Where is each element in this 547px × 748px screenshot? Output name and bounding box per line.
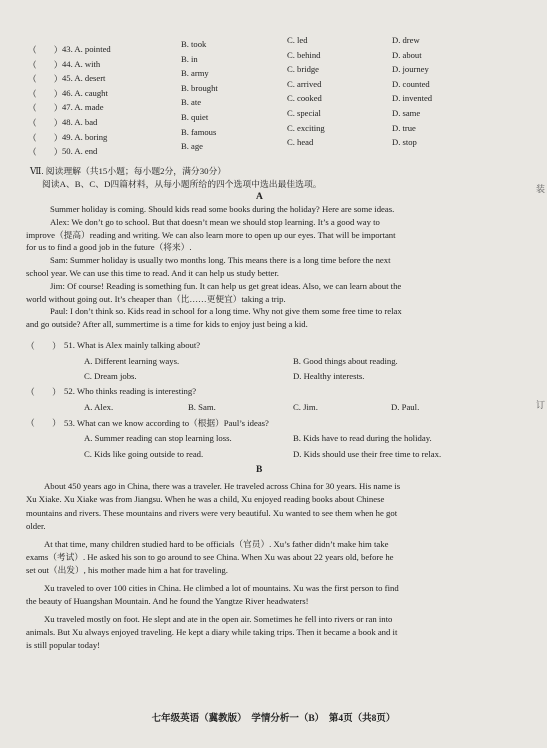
section-instruction: 阅读A、B、C、D四篇材料，从每小题所给的四个选项中选出最佳选项。 — [42, 179, 322, 189]
passage-b-line: At that time, many children studied hard to be officials（官员）. Xu’s father didn’t make him take — [44, 538, 389, 549]
passage-a-line: Jim: Of course! Reading is something fun. It can help us get great ideas. Also, we can learn about the — [50, 280, 402, 291]
cloze-number: 43. A. pointed — [62, 44, 111, 54]
passage-b-line: is still popular today! — [26, 640, 101, 651]
passage-a-heading: A — [256, 192, 263, 202]
binding-mark-top: 装 — [535, 184, 545, 194]
q52-stem: 52. Who thinks reading is interesting? — [64, 386, 197, 396]
q52-option-c[interactable]: C. Jim. — [293, 402, 318, 412]
binding-mark-bottom: 订 — [535, 400, 545, 410]
cloze-number: 48. A. bad — [62, 117, 98, 127]
q51-option-b[interactable]: B. Good things about reading. — [293, 356, 398, 366]
passage-a — [26, 203, 521, 331]
passage-b-line: exams（考试）. He asked his son to go around to see China. When Xu was about 22 years old, before he — [26, 552, 394, 563]
cloze-option-d[interactable]: D. drew — [392, 35, 420, 45]
cloze-option-b[interactable]: B. famous — [181, 127, 217, 137]
q53-stem: 53. What can we know according to（根据）Paul’s ideas? — [64, 418, 269, 428]
cloze-bracket[interactable]: （ ） — [28, 45, 63, 55]
cloze-number: 47. A. made — [62, 102, 104, 112]
cloze-option-c[interactable]: C. cooked — [287, 93, 322, 103]
q52-option-d[interactable]: D. Paul. — [391, 402, 420, 412]
passage-a-line: world without going out. It’s cheaper than（比……更便宜）taking a trip. — [26, 293, 286, 304]
passage-a-line: Sam: Summer holiday is usually two months long. This means there is a long time before the next — [50, 255, 391, 266]
cloze-bracket[interactable]: （ ） — [28, 74, 63, 84]
cloze-option-c[interactable]: C. led — [287, 35, 308, 45]
cloze-option-b[interactable]: B. age — [181, 141, 203, 151]
cloze-option-b[interactable]: B. took — [181, 39, 207, 49]
cloze-number: 46. A. caught — [62, 88, 108, 98]
cloze-option-d[interactable]: D. true — [392, 123, 416, 133]
cloze-bracket[interactable]: （ ） — [28, 89, 63, 99]
q53-option-a[interactable]: A. Summer reading can stop learning loss. — [84, 433, 232, 443]
passage-b — [26, 480, 521, 653]
q53-option-d[interactable]: D. Kids should use their free time to relax. — [293, 449, 442, 459]
passage-a-line: school year. We can use this time to read. And it can help us study better. — [26, 267, 279, 278]
cloze-bracket[interactable]: （ ） — [28, 103, 63, 113]
cloze-option-c[interactable]: C. behind — [287, 50, 321, 60]
q52-option-a[interactable]: A. Alex. — [84, 402, 114, 412]
q53-option-c[interactable]: C. Kids like going outside to read. — [84, 449, 204, 459]
cloze-option-b[interactable]: B. brought — [181, 83, 218, 93]
passage-b-line: Xu Xiake. Xu Xiake was from Jiangsu. When he was a child, Xu enjoyed reading books about Chinese — [26, 494, 385, 505]
passage-b-line: mountains and rivers. These mountains and rivers were very beautiful. Xu wanted to see them when he got — [26, 507, 398, 518]
q53-bracket[interactable]: （ ） — [26, 418, 61, 428]
cloze-option-d[interactable]: D. about — [392, 50, 422, 60]
q51-option-d[interactable]: D. Healthy interests. — [293, 371, 365, 381]
cloze-option-b[interactable]: B. in — [181, 54, 198, 64]
cloze-number: 44. A. with — [62, 59, 101, 69]
cloze-bracket[interactable]: （ ） — [28, 133, 63, 143]
passage-b-line: About 450 years ago in China, there was a traveler. He traveled across China for 30 years. His name is — [44, 481, 401, 491]
cloze-bracket[interactable]: （ ） — [28, 118, 63, 128]
cloze-option-b[interactable]: B. quiet — [181, 112, 209, 122]
cloze-option-d[interactable]: D. same — [392, 108, 421, 118]
passage-b-heading: B — [256, 465, 263, 475]
cloze-number: 45. A. desert — [62, 73, 106, 83]
cloze-option-c[interactable]: C. bridge — [287, 64, 319, 74]
passage-b-line: Xu traveled mostly on foot. He slept and ate in the open air. Sometimes he fell into rivers or ran into — [44, 613, 393, 624]
cloze-bracket[interactable]: （ ） — [28, 147, 63, 157]
cloze-option-d[interactable]: D. stop — [392, 137, 417, 147]
section-title: Ⅶ. 阅读理解（共15小题；每小题2分，满分30分） — [30, 166, 227, 176]
cloze-option-d[interactable]: D. invented — [392, 93, 433, 103]
q51-bracket[interactable]: （ ） — [26, 341, 61, 351]
page-footer: 七年级英语（冀教版） 学情分析一（B） 第4页（共8页） — [151, 714, 396, 724]
cloze-option-c[interactable]: C. exciting — [287, 123, 325, 133]
cloze-option-b[interactable]: B. army — [181, 68, 209, 78]
q51-option-c[interactable]: C. Dream jobs. — [84, 371, 137, 381]
q51-option-a[interactable]: A. Different learning ways. — [84, 356, 180, 366]
cloze-number: 50. A. end — [62, 146, 98, 156]
cloze-bracket[interactable]: （ ） — [28, 60, 63, 70]
passage-b-line: older. — [26, 521, 46, 532]
passage-b-line: animals. But Xu always enjoyed traveling. He kept a diary while taking trips. Then it became a book and it — [26, 627, 398, 638]
passage-a-line: for us to find a good job in the future（将来）. — [26, 242, 192, 253]
q51-stem: 51. What is Alex mainly talking about? — [64, 340, 201, 350]
cloze-option-c[interactable]: C. special — [287, 108, 321, 118]
cloze-option-c[interactable]: C. arrived — [287, 79, 322, 89]
passage-a-line: Summer holiday is coming. Should kids read some books during the holiday? Here are some ideas. — [50, 204, 395, 214]
q52-option-b[interactable]: B. Sam. — [188, 402, 216, 412]
passage-a-line: improve（提高）reading and writing. We can also learn more to open up our eyes. That will be important — [26, 229, 396, 240]
cloze-number: 49. A. boring — [62, 132, 108, 142]
q53-option-b[interactable]: B. Kids have to read during the holiday. — [293, 433, 432, 443]
passage-b-line: Xu traveled to over 100 cities in China. He climbed a lot of mountains. Xu was the first person to find — [44, 582, 399, 593]
passage-a-line: Paul: I don’t think so. Kids read in school for a long time. Why not give them some free time to relax — [50, 306, 402, 317]
cloze-option-d[interactable]: D. journey — [392, 64, 429, 74]
passage-b-line: set out（出发）, his mother made him a hat for traveling. — [26, 565, 228, 576]
cloze-option-b[interactable]: B. ate — [181, 97, 202, 107]
cloze-option-c[interactable]: C. head — [287, 137, 314, 147]
passage-a-line: Alex: We don’t go to school. But that doesn’t mean we should stop learning. It’s a good way to — [50, 216, 380, 227]
passage-b-line: the beauty of Huangshan Mountain. And he found the Yangtze River headwaters! — [26, 596, 309, 607]
passage-a-line: and go outside? After all, summertime is a time for kids to enjoy just being a kid. — [26, 319, 308, 330]
q52-bracket[interactable]: （ ） — [26, 387, 61, 397]
cloze-option-d[interactable]: D. counted — [392, 79, 430, 89]
